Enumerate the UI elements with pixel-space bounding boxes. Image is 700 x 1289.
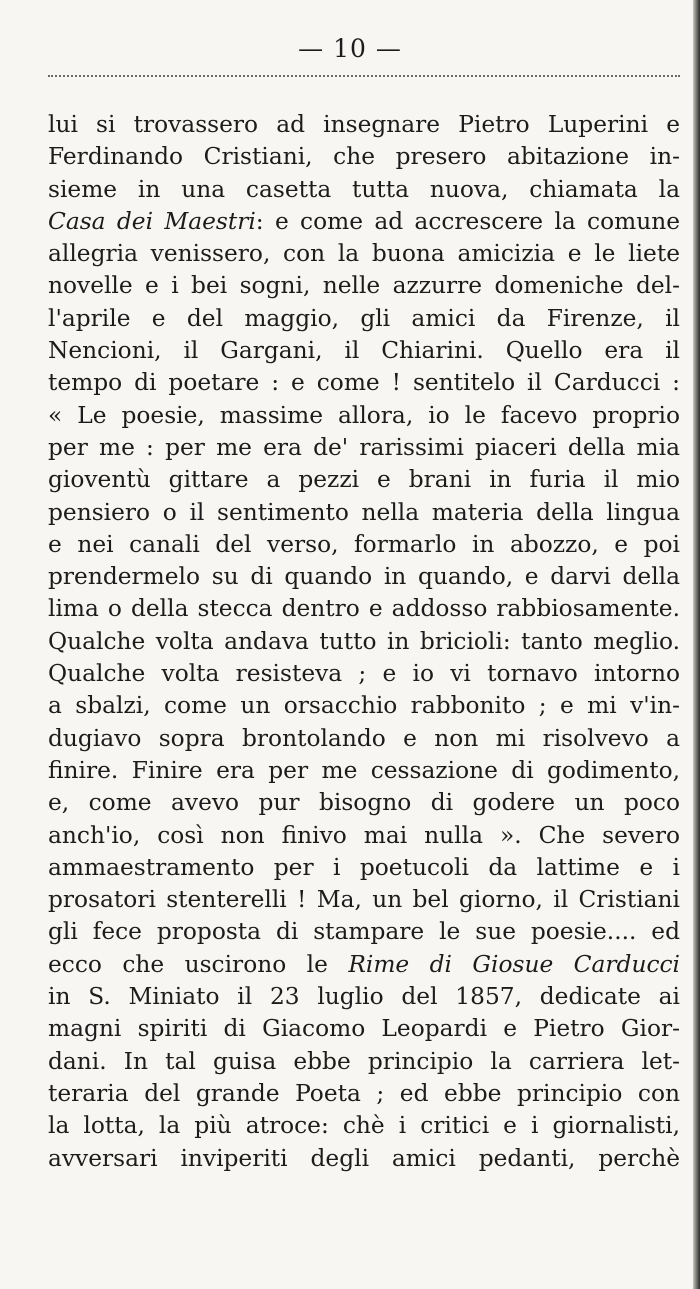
- text-line: [48, 206, 680, 238]
- text-line: [48, 852, 680, 884]
- text-line: [48, 723, 680, 755]
- line-text: avversari inviperiti degli amici pedanti, perchè: [48, 1144, 680, 1172]
- text-line: [48, 561, 680, 593]
- text-line: [48, 335, 680, 367]
- line-text: lui si trovassero ad insegnare Pietro Luperini e: [48, 111, 680, 138]
- text-line: [48, 755, 680, 787]
- text-line: [48, 626, 680, 658]
- line-text: Nencioni, il Gargani, il Chiarini. Quello era il: [48, 337, 680, 365]
- text-line: [48, 238, 680, 270]
- line-text: pensiero o il sentimento nella materia della lingua: [48, 498, 680, 526]
- header-rule: [48, 75, 680, 77]
- line-text: tempo di poetare : e come ! sentitelo il Carducci :: [48, 369, 680, 397]
- text-line: [48, 949, 680, 981]
- line-text: in S. Miniato il 23 luglio del 1857, dedicate ai: [48, 983, 680, 1011]
- line-text: magni spiriti di Giacomo Leopardi e Pietro Gior-: [48, 1015, 680, 1043]
- line-text: prendermelo su di quando in quando, e darvi della: [48, 563, 680, 591]
- page-edge: [693, 0, 700, 1289]
- italic-text: Casa dei Maestri: [48, 207, 256, 235]
- text-line: [48, 884, 680, 916]
- line-text: ecco che uscirono le: [48, 950, 349, 978]
- italic-text: Rime di Giosue Carducci: [348, 950, 680, 978]
- line-text: sieme in una casetta tutta nuova, chiamata la: [48, 175, 680, 203]
- text-line: [48, 529, 680, 561]
- text-line: [48, 981, 680, 1013]
- text-line: [48, 916, 680, 948]
- line-text: finire. Finire era per me cessazione di godimento,: [48, 756, 680, 784]
- text-line: [48, 1110, 680, 1142]
- text-line: [48, 141, 680, 173]
- text-line: [48, 400, 680, 432]
- text-line: [48, 820, 680, 852]
- line-text: lima o della stecca dentro e addosso rabbiosamente.: [48, 595, 680, 623]
- text-line: [48, 1078, 680, 1110]
- text-line: [48, 270, 680, 302]
- line-text: anch'io, così non finivo mai nulla ». Che severo: [48, 821, 680, 849]
- text-line: [48, 464, 680, 496]
- line-text: dani. In tal guisa ebbe principio la carriera let-: [48, 1047, 680, 1075]
- line-text: Qualche volta andava tutto in bricioli: tanto meglio.: [48, 627, 680, 655]
- text-line: [48, 658, 680, 690]
- line-text: e nei canali del verso, formarlo in abozzo, e poi: [48, 530, 680, 558]
- line-text: teraria del grande Poeta ; ed ebbe principio con: [48, 1079, 680, 1107]
- line-text: : e come ad accrescere la comune: [255, 207, 680, 235]
- text-line: [48, 1013, 680, 1045]
- body-text: [48, 109, 680, 1175]
- text-line: [48, 593, 680, 625]
- line-text: prosatori stenterelli ! Ma, un bel giorno, il Cristiani: [48, 886, 680, 914]
- text-line: [48, 690, 680, 722]
- line-text: gli fece proposta di stampare le sue poesie.... ed: [48, 918, 680, 946]
- text-line: [48, 109, 680, 141]
- line-text: Ferdinando Cristiani, che presero abitazione in-: [48, 143, 680, 171]
- line-text: la lotta, la più atroce: chè i critici e i giornalisti,: [48, 1112, 680, 1140]
- line-text: per me : per me era de' rarissimi piaceri della mia: [48, 433, 680, 461]
- line-text: allegria venissero, con la buona amicizia e le liete: [48, 240, 680, 268]
- text-line: [48, 787, 680, 819]
- line-text: a sbalzi, come un orsacchio rabbonito ; e mi v'in-: [48, 692, 680, 720]
- text-line: [48, 497, 680, 529]
- page-number: — 10 —: [298, 34, 402, 63]
- line-text: ammaestramento per i poetucoli da lattime e i: [48, 853, 680, 881]
- line-text: l'aprile e del maggio, gli amici da Firenze, il: [48, 304, 680, 332]
- text-line: [48, 367, 680, 399]
- line-text: e, come avevo pur bisogno di godere un poco: [48, 789, 680, 817]
- text-line: [48, 1046, 680, 1078]
- line-text: gioventù gittare a pezzi e brani in furia il mio: [48, 466, 680, 494]
- text-line: [48, 174, 680, 206]
- line-text: « Le poesie, massime allora, io le facevo proprio: [48, 401, 680, 429]
- line-text: dugiavo sopra brontolando e non mi risolvevo a: [48, 724, 680, 752]
- text-line: [48, 1143, 680, 1175]
- line-text: novelle e i bei sogni, nelle azzurre domeniche del-: [48, 272, 680, 300]
- text-line: [48, 303, 680, 335]
- line-text: Qualche volta resisteva ; e io vi tornavo intorno: [48, 660, 680, 688]
- text-line: [48, 432, 680, 464]
